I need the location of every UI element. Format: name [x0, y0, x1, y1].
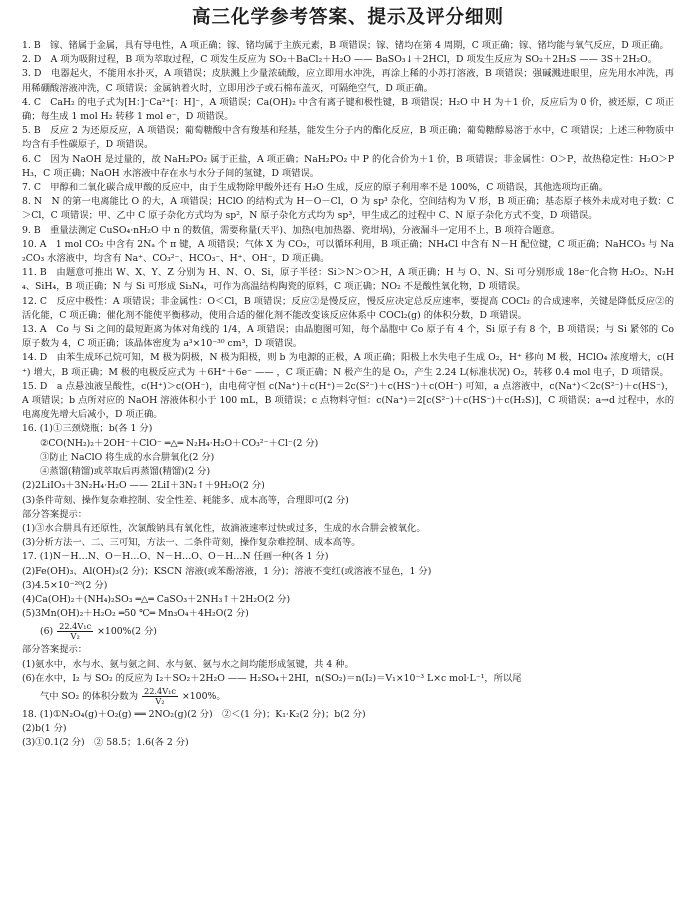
answer-line: (3)4.5×10⁻²⁰(2 分) — [22, 579, 108, 591]
fraction-line-17-6 — [22, 621, 674, 643]
answer-line: (1)③水合肼具有还原性，次氯酸钠具有氧化性，故滴液速率过快或过多，生成的水合肼会被氧化。 — [22, 522, 426, 534]
answer-line: 15. D a 点悬浊液呈酸性，c(H⁺)＞c(OH⁻)，由电荷守恒 c(Na⁺)＋c(H⁺)＝2c(S²⁻)＋c(HS⁻)＋c(OH⁻) 可知，a 点溶液中，c(Na⁺)＜2c(S²⁻)＋c(HS⁻)，A 项错误；b 点所对应的 NaOH 溶液体积小于 100 mL，B 项错误；c 点物料守恒：c(Na⁺)＝2[c(S²⁻)＋c(HS⁻)＋c(H₂S)]，C 项错误；a→d 过程中，水的电离度先增大后减小，D 项正确。 — [22, 380, 674, 421]
fraction-line-17-hint — [22, 686, 674, 708]
fraction-numerator: 22.4V₁c — [59, 621, 92, 632]
fraction-denominator: V₂ — [70, 631, 80, 642]
fraction-denominator: V₂ — [155, 695, 165, 706]
answer-line: 2. D A 项为吸附过程，B 项为萃取过程，C 项发生反应为 SO₂＋BaCl₂＋H₂O —— BaSO₃↓＋2HCl，D 项发生反应为 SO₂＋2H₂S —— 3S＋2H₂O。 — [22, 54, 658, 66]
answer-line: 12. C 反应中极性：A 项错误；非金属性：O＜Cl，B 项错误；反应②是慢反应，慢反应决定总反应速率，要提高 COCl₂ 的合成速率，关键是降低反应②的活化能，C 项正确；催化剂不能使平衡移动，使用合适的催化剂不能改变该反应体系中 COCl₂(g) 的体积分数，D 项错误。 — [22, 295, 674, 321]
answer-list — [22, 39, 674, 621]
answer-line: (2)Fe(OH)₃、Al(OH)₃(2 分)；KSCN 溶液(或苯酚溶液，1 分)；溶液不变红(或溶液不显色，1 分) — [22, 565, 432, 577]
answer-line: 9. B 重量法测定 CuSO₄·nH₂O 中 n 的数值，需要称量(天平)、加热(电加热器、瓷坩埚)，分液漏斗一定用不上，B 项符合题意。 — [22, 224, 561, 236]
fraction-tail: ×100%(2 分) — [97, 626, 157, 638]
answer-line: (2)b(1 分) — [22, 723, 67, 735]
answer-line: 1. B 镓、锗属于金属，具有导电性，A 项正确；镓、锗均属于主族元素，B 项错误；镓、锗均在第 4 周期，C 项正确；镓、锗均能与氧气反应，D 项正确。 — [22, 40, 669, 51]
answer-line: 17. (1)N－H…N、O－H…O、N－H…O、O－H…N 任画一种(各 1 分) — [22, 551, 329, 563]
fraction-lead: 气中 SO₂ 的体积分数为 — [40, 690, 139, 702]
answer-line: 5. B 反应 2 为还原反应，A 项错误；葡萄糖酸中含有羧基和羟基，能发生分子内的酯化反应，B 项正确；葡萄糖醇易溶于水中，C 项错误；上述三种物质中均含有手性碳原子，D 项错误。 — [22, 125, 674, 151]
answer-line: 8. N N 的第一电离能比 O 的大，A 项错误；HClO 的结构式为 H－O－Cl，O 为 sp³ 杂化，空间结构为 V 形，B 项正确；基态原子核外未成对电子数：C＞Cl，C 项错误；甲、乙中 C 原子杂化方式均为 sp²，N 原子杂化方式均为 sp³，甲生成乙的过程中 C、N 原子杂化方式不变，D 项错误。 — [22, 196, 674, 222]
answer-line: 部分答案提示： — [22, 508, 88, 520]
answer-line: 14. D 由苯生成环己烷可知，M 极为阴极，N 极为阳极，则 b 为电源的正极，A 项正确；阳极上水失电子生成 O₂，H⁺ 移向 M 极，HClO₄ 浓度增大，c(H⁺) 增大，B 项正确；M 极的电极反应式为 ＋6H⁺＋6e⁻ —— ，C 项正确；N 极产生的是 O₂，产生 2.24 L(标准状况) O₂，转移 0.4 mol 电子，D 项错误。 — [22, 352, 674, 378]
answer-hints-17 — [22, 643, 674, 686]
answer-line: (3)条件苛刻、操作复杂难控制、安全性差、耗能多、成本高等，合理即可(2 分) — [22, 494, 349, 506]
fraction — [142, 687, 178, 706]
answer-line: 10. A 1 mol CO₂ 中含有 2Nₐ 个 π 键，A 项错误；气体 X 为 CO₂，可以循环利用，B 项正确；NH₄Cl 中含有 N－H 配位键，C 项正确；NaHCO₃ 与 Na₂CO₃ 水溶液中，均含有 Na⁺、CO₃²⁻、HCO₃⁻、H⁺、OH⁻，D 项正确。 — [22, 238, 674, 265]
page-title: 高三化学参考答案、提示及评分细则 — [191, 7, 504, 28]
answer-line: (1)氨水中，水与水、氨与氨之间、水与氨、氨与水之间均能形成氢键，共 4 种。 — [22, 658, 354, 670]
answer-line: (3)①0.1(2 分) ② 58.5；1.6(各 2 分) — [22, 737, 189, 749]
answer-line: 13. A Co 与 Si 之间的最短距离为体对角线的 1/4，A 项错误；由晶胞图可知，每个晶胞中 Co 原子有 4 个，Si 原子有 8 个，B 项错误；与 Si 紧邻的 Co 原子数为 4，C 项正确；该晶体密度为 a³×10⁻³⁰ cm³，D 项错误。 — [22, 324, 674, 350]
answer-line: (3)分析方法一、二、三可知，方法一、二条件苛刻，操作复杂难控制、成本高等。 — [22, 537, 361, 549]
answer-line: (5)3Mn(OH)₂＋H₂O₂ ═50 ℃═ Mn₃O₄＋4H₂O(2 分) — [22, 608, 249, 620]
answer-line: 18. (1)①N₂O₄(g)＋O₂(g) ══ 2NO₂(g)(2 分) ②＜(1 分)；K₁·K₂(2 分)；b(2 分) — [22, 708, 366, 720]
answer-list-18 — [22, 708, 674, 751]
answer-line: 3. D 电器起火，不能用水扑灭，A 项错误；皮肤溅上少量浓硫酸，应立即用水冲洗，再涂上稀的小苏打溶液，B 项错误；强碱溅进眼里，应先用水冲洗，再用稀硼酸溶液冲洗，C 项错误；金属钠着火时，立即用沙子或石棉布盖灭，可隔绝空气，D 项正确。 — [22, 68, 674, 94]
answer-line: 16. (1)①三颈烧瓶；b(各 1 分) — [22, 423, 153, 435]
answer-line: (2)2LiIO₃＋3N₂H₄·H₂O —— 2LiI＋3N₂↑＋9H₂O(2 分) — [22, 480, 265, 492]
answer-line: 11. B 由题意可推出 W、X、Y、Z 分别为 H、N、O、Si，原子半径：Si＞N＞O＞H，A 项正确；H 与 O、N、Si 可分别形成 18e⁻化合物 H₂O₂、N₂H₄、SiH₄，B 项正确；N 与 Si 可形成 Si₃N₄，可作为高温结构陶瓷的原料，C 项正确；NO₂ 不是酸性氧化物，D 项错误。 — [22, 267, 674, 293]
fraction — [57, 622, 93, 641]
answer-line: (4)Ca(OH)₂＋(NH₄)₂SO₃ ═△═ CaSO₃＋2NH₃↑＋2H₂O(2 分) — [22, 593, 291, 605]
fraction-lead: (6) — [40, 626, 54, 638]
answer-line: 6. C 因为 NaOH 是过量的，故 NaH₂PO₂ 属于正盐，A 项正确；NaH₂PO₂ 中 P 的化合价为＋1 价，B 项错误；非金属性：O＞P，故热稳定性：H₂O＞PH₃，C 项正确；NaOH 水溶液中存在水与水分子间的氢键，D 项错误。 — [22, 153, 674, 179]
answer-line: 7. C 甲醇和二氧化碳合成甲酸的反应中，由于生成物除甲酸外还有 H₂O 生成，反应的原子利用率不是 100%，C 项错误，其他选项均正确。 — [22, 182, 608, 194]
fraction-numerator: 22.4V₁c — [143, 685, 176, 696]
answer-line: ④蒸馏(精馏)或萃取后再蒸馏(精馏)(2 分) — [40, 466, 211, 478]
answer-line: ②CO(NH₂)₂＋2OH⁻＋ClO⁻ ═△═ N₂H₄·H₂O＋CO₃²⁻＋Cl⁻(2 分) — [40, 437, 319, 449]
fraction-tail: ×100%。 — [181, 690, 226, 702]
answer-line: ③防止 NaClO 将生成的水合肼氧化(2 分) — [40, 451, 215, 463]
answer-line: 部分答案提示： — [22, 644, 88, 656]
answer-line: 4. C CaH₂ 的电子式为[H：]⁻Ca²⁺[：H]⁻，A 项错误；Ca(OH)₂ 中含有离子键和极性键，B 项错误；H₂O 中 H 为＋1 价，反应后为 0 价，被还原，C 项正确；每生成 1 mol H₂ 转移 1 mol e⁻，D 项错误。 — [22, 96, 674, 123]
answer-line: (6)在水中，I₂ 与 SO₂ 的反应为 I₂＋SO₂＋2H₂O —— H₂SO₄＋2HI，n(SO₂)＝n(I₂)＝V₁×10⁻³ L×c mol·L⁻¹，所以尾 — [22, 672, 522, 684]
